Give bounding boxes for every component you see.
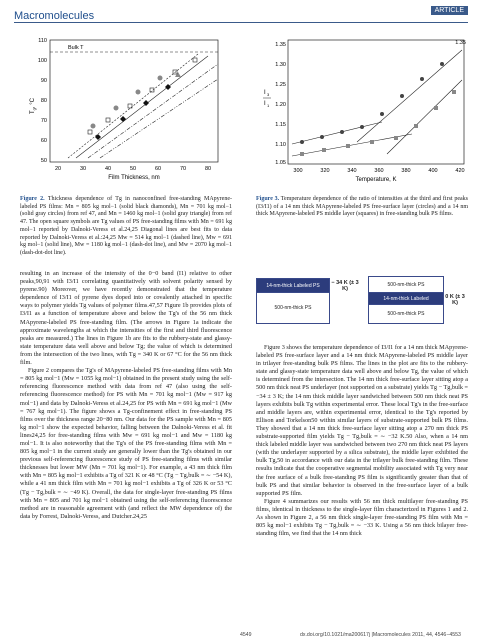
page-header: [14, 6, 468, 20]
ytick: 1.20: [275, 102, 286, 108]
xtick: 50: [129, 166, 137, 172]
left-body: [20, 270, 232, 521]
left-underlayer: 500-nm-thick PS: [256, 292, 330, 324]
fig3-xticks: [293, 168, 464, 174]
fig2-xlabel: Film Thickness, nm: [108, 175, 160, 181]
ytick: 1.15: [275, 122, 286, 128]
xtick: 340: [347, 168, 357, 174]
xtick: 360: [374, 168, 384, 174]
ytick: 1.35: [275, 42, 286, 48]
ytick: 110: [38, 38, 47, 44]
fig3-ylabel: [263, 90, 271, 108]
svg-text:3: 3: [267, 92, 270, 97]
svg-text:1: 1: [267, 103, 270, 108]
caption-label: Figure 2.: [20, 196, 45, 202]
paragraph: Figure 4 summarizes our results with 56 nm thick multilayer free-standing PS films, identical in thickness to the single-layer film characterized in Figures 1 and 2. As shown in Figure 2, a 56 nm thick single-layer free-standing PS film with Mn = 805 kg mol−1 exhibits Tg − Tg,bulk = ∼ −33 K. Using a 56 nm thick bilayer free-standing film, we find that the 14 nm thick: [256, 497, 468, 538]
xtick: 70: [179, 166, 187, 172]
caption-text: Thickness dependence of Tg in nanoconfined free-standing MApyrene-labeled PS films: Mn = 805 kg mol−1 (solid black diamonds), Mn = 701 kg mol−1 (solid gray circles) from ref 47, and Mn = 1460 kg mol−1 (solid gray triangle) from ref 47. The open square symbols are Tg values of PS free-standing films with Mn = 691 kg mol−1 reported by Dalnoki-Veress et al.24,25 Diagonal lines are best fits to data reported by Dalnoki-Veress et al.:24,25 Mw = 514 kg mol−1 (dashed line), Mw = 691 kg mol−1 (solid line), Mw = 1180 kg mol−1 (dash-dot line), and Mw = 2070 kg mol−1 (dash-dot-dot line).: [20, 196, 232, 256]
bulk-tg-label: Bulk T: [68, 45, 84, 51]
xtick: 80: [204, 166, 212, 172]
ytick: 1.10: [275, 142, 286, 148]
ytick: 60: [40, 138, 47, 144]
right-body: [256, 344, 468, 538]
paragraph: Figure 3 shows the temperature dependence of I3/I1 for a 14 nm thick MApyrene-labeled PS free-surface layer and a 14 nm thick MApyrene-labeled PS middle layer in trilayer free-standing bulk PS films. The lines in the plot are fits to the rubbery-state and glassy-state temperature data well above and below Tg, the value of which is determined from the intersection. The 14 nm thick free-surface layer sitting atop a 500 nm thick neat PS underlayer (not supported on a substrate) yields Tg − Tg,bulk = −34 ± 3 K; the 14 nm thick middle layer sandwiched between 500 nm thick neat PS layers exhibits bulk Tg within experimental error. These local Tg's in the free-surface and middle layers are, within experimental error, identical to the Tg's reported by Ellison and Torkelson50 within similar layers of substrate-supported bulk PS films. They showed that a 14 nm thick free-surface layer sitting atop a 270 nm thick PS substrate-supported film yields Tg − Tg,bulk = ∼ −32 K.50 Also, when a 14 nm thick labeled middle layer was sandwiched between two 270 nm thick neat PS layers (with the underlayer supported by a silica substrate), the middle layer exhibited the bulk Tg,50 in accordance with our data in the trilayer bulk free-standing film. These results indicate that the cooperative segmental mobility associated with Tg very near the free surface of a bulk free-standing PS film is significantly greater than that of bulk PS and that similar behavior is observed in the free-surface layer of a bulk supported PS film.: [256, 344, 468, 497]
fig2-yticks: [38, 38, 47, 164]
figure-3-plot: [262, 34, 470, 184]
xtick: 40: [104, 166, 112, 172]
xtick: 420: [455, 168, 465, 174]
ytick: 50: [40, 158, 47, 164]
paragraph: Figure 2 compares the Tg's of MApyrene-labeled PS free-standing films with Mn = 805 kg mol−1 (Mw = 1055 kg mol−1) obtained in the present study using the self-referencing fluorescence method with data from ref 47 (also using the self-referencing fluorescence method) for PS with Mn = 701 kg mol−1 (Mw = 917 kg mol−1) and data by Dalnoki-Veress et al.24,25 for PS with Mn = 691 kg mol−1 (Mw = 767 kg mol−1). The figure shows a Tg-confinement effect in free-standing PS films over the thickness range 20−80 nm. Our data for the PS sample with Mn = 805 kg mol−1 show the expected behavior, falling between the Dalnoki-Veress et al. fit lines24,25 for free-standing films with Mw = 691 kg mol−1 and Mw = 1180 kg mol−1. It is also noteworthy that the Tg's of the PS free-standing films with Mn = 805 kg mol−1 in the current study are generally lower than the Tg's obtained in our previous self-referencing fluorescence study of PS free-standing films with similar thicknesses but lower MW (Mn = 701 kg mol−1). For example, a 43 nm thick film with Mn = 805 kg mol−1 exhibits a Tg of 321 K or 48 °C (Tg − Tg,bulk = ∼ −54 K), while a 41 nm thick film with Mn = 701 kg mol−1 exhibits a Tg of 326 K or 53 °C (Tg − Tg,bulk = ∼ −49 K). Overall, the data for single-layer free-standing PS films with Mn = 805 and 701 kg mol−1 obtained using the self-referencing fluorescence method are in reasonable agreement with (and reflect the MW dependence of) the data by Forrest, Dalnoki-Veress, and Dutcher.24,25: [20, 367, 232, 520]
fig3-yticks: [455, 40, 466, 46]
right-labeled-layer: 14-nm-thick Labeled: [368, 292, 444, 306]
xtick: 380: [401, 168, 411, 174]
article-tag: ARTICLE: [431, 6, 468, 15]
ytick: 80: [40, 98, 47, 104]
right-top-layer: 500-nm-thick PS: [368, 276, 444, 294]
page-number: 4549: [240, 632, 252, 638]
caption-text: Temperature dependence of the ratio of intensities at the third and first peaks (I3/I1) of a 14 nm thick MApyrene-labeled PS free-surface layer (circles) and a 14 nm thick MApyrene-labeled PS middle layer (squares) in free-standing bulk PS films.: [256, 196, 468, 218]
ytick: 1.30: [275, 62, 286, 68]
ytick: 1.35: [455, 40, 466, 46]
doi-citation: dx.doi.org/10.1021/ma200617j |Macromolecules 2011, 44, 4546−4553: [300, 632, 461, 638]
svg-text:I: I: [264, 90, 266, 96]
xtick: 20: [54, 166, 62, 172]
figure-2-caption: [20, 196, 232, 258]
ytick: 1.25: [275, 82, 286, 88]
figure-2-plot: [28, 34, 228, 184]
ytick: 100: [37, 58, 47, 64]
svg-text:Tg, °C: $T_g$, °C: [30, 98, 37, 114]
right-tg-shift: 0 K (± 3 K): [445, 294, 465, 306]
caption-label: Figure 3.: [256, 196, 280, 202]
fig2-xticks: [55, 166, 211, 172]
fig3-xlabel: Temperature, K: [355, 177, 397, 183]
right-bottom-layer: 500-nm-thick PS: [368, 304, 444, 324]
figure-3-caption: [256, 196, 468, 219]
header-rule: [14, 22, 468, 23]
fig2-markers: [95, 84, 171, 140]
ytick: 70: [40, 118, 47, 124]
journal-name: Macromolecules: [14, 10, 95, 22]
fig2-ylabel: [30, 97, 37, 114]
left-labeled-layer: 14-nm-thick Labeled PS: [256, 278, 330, 294]
xtick: 30: [79, 166, 87, 172]
xtick: 60: [154, 166, 162, 172]
xtick: 300: [293, 168, 303, 174]
svg-text:I: I: [264, 101, 266, 107]
xtick: 320: [320, 168, 330, 174]
xtick: 400: [428, 168, 438, 174]
ytick: 90: [40, 78, 47, 84]
ytick: 1.05: [275, 160, 286, 166]
left-tg-shift: − 34 K (± 3 K): [331, 280, 359, 292]
paragraph: resulting in an increase of the intensity of the 0−0 band (I1) relative to other peaks,90,91 with I3/I1 correlating quantitatively with solvent polarity sensed by pyrene.90) Moreover, we have recently demonstrated that the temperature dependence of I3/I1 of pyrene dyes doped into or covalently attached in specific ways to polymer yields Tg values of polymer films.47,57 Figure 1b provides plots of I3/I1 as a function of temperature above and below the Tg's of the 56 nm thick MApyrene-labeled PS free-standing film. (The arrows in Figure 1a indicate the approximate wavelengths at which the intensities of the first and third fluorescence peaks are measured.) The lines in Figure 1b are fits to the rubbery-state and glassy-state temperature data well above and below Tg; the value of which is determined from the intersection of the two lines, with Tg = 340 K or 67 °C for the 56 nm thick film.: [20, 270, 232, 367]
fig3-yticks-left: [275, 42, 286, 166]
